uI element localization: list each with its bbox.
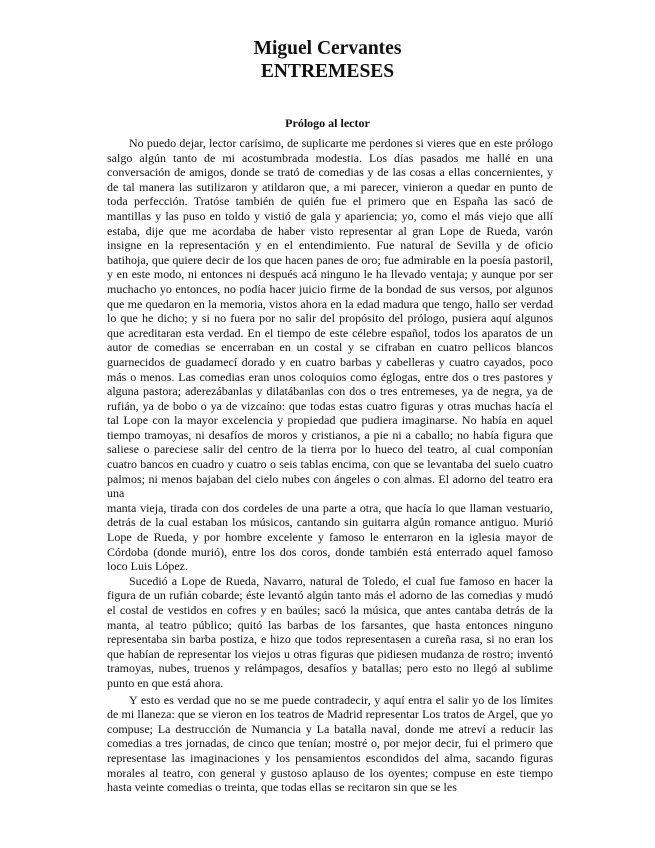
paragraph: No puedo dejar, lector carísimo, de suplicarte me perdones si vieres que en este prólogo salgo algún tanto de mi acostumbrada modestia. Los días pasados me hallé en una conversación de amigos, donde se trató de comedias y de las cosas a ellas concernientes, y de tal manera las sutilizaron y atildaron que, a mi parecer, vinieron a quedar en punto de toda perfección. Tratóse también de quién fue el primero que en España las sacó de mantillas y las puso en toldo y vistió de gala y apariencia; yo, como el más viejo que allí estaba, dije que me acordaba de haber visto representar al gran Lope de Rueda, varón insigne en la representación y en el entendimiento. Fue natural de Sevilla y de oficio batihoja, que quiere decir de los que hacen panes de oro; fue admirable en la poesía pastoril, y en este modo, ni entonces ni después acá ninguno le ha llevado ventaja; y aunque por ser muchacho yo entonces, no podía hacer juicio firme de la bondad de sus versos, por algunos que me quedaron en la memoria, vistos ahora en la edad madura que tengo, hallo ser verdad lo que he dicho; y si no fuera por no salir del propósito del prólogo, pusiera aquí algunos que acreditaran esta verdad. En el tiempo de este célebre español, todos los aparatos de un autor de comedias se encerraban en un costal y se cifraban en cuatro pellicos blancos guarnecidos de guadamecí dorado y en cuatro barbas y cabelleras y cuatro cayados, poco más o menos. Las comedias eran unos coloquios como églogas, entre dos o tres pastores y alguna pastora; aderezábanlas y dilatábanlas con dos o tres entremeses, ya de negra, ya de rufián, ya de bobo o ya de vizcaíno: que todas estas cuatro figuras y otras muchas hacía el tal Lope con la mayor excelencia y propiedad que pudiera imaginarse. No había en aquel tiempo tramoyas, ni desafíos de moros y cristianos, a pie ni a caballo; no había figura que saliese o pareciese salir del centro de la tierra por lo hueco del teatro, al cual componían cuatro bancos en cuadro y cuatro o seis tablas encima, con que se levantaba del suelo cuatro palmos; ni menos bajaban del cielo nubes con ángeles o con almas. El adorno del teatro era una [107,136,553,501]
document-author: Miguel Cervantes [253,38,402,59]
paragraph: Sucedió a Lope de Rueda, Navarro, natural de Toledo, el cual fue famoso en hacer la figura de un rufián cobarde; éste levantó algún tanto más el adorno de las comedias y mudó el costal de vestidos en cofres y en baúles; sacó la música, que antes cantaba detrás de la manta, al teatro público; quitó las barbas de los farsantes, que hasta entonces ninguno representaba sin barba postiza, e hizo que todos representasen a cureña rasa, si no eran los que habían de representar los viejos u otras figuras que pidiesen mudanza de rostro; inventó tramoyas, nubes, truenos y relámpagos, desafíos y batallas; pero esto no llegó al sublime punto en que está ahora. [107,573,553,690]
document-title: ENTREMESES [260,61,395,82]
body-text [107,136,553,795]
paragraph: Y esto es verdad que no se me puede contradecir, y aquí entra el salir yo de los límites de mi llaneza: que se vieron en los teatros de Madrid representar Los tratos de Argel, que yo compuse; La destrucción de Numancia y La batalla naval, donde me atreví a reducir las comedias a tres jornadas, de cinco que tenían; mostré o, por mejor decir, fui el primero que representase las imaginaciones y los pensamientos escondidos del alma, sacando figuras morales al teatro, con general y gustoso aplauso de los oyentes; compuse en este tiempo hasta veinte comedias o treinta, que todas ellas se recitaron sin que se les [107,692,553,795]
section-heading: Prólogo al lector [285,116,370,130]
paragraph: manta vieja, tirada con dos cordeles de una parte a otra, que hacía lo que llaman vestuario, detrás de la cual estaban los músicos, cantando sin guitarra algún romance antiguo. Murió Lope de Rueda, y por hombre excelente y famoso le enterraron en la iglesia mayor de Córdoba (donde murió), entre los dos coros, donde también está enterrado aquel famoso loco Luis López. [107,500,553,574]
